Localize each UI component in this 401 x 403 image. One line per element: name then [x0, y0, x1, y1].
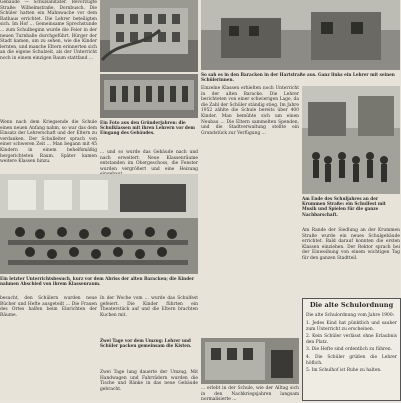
- caption-top-mid: So sah es in den Baracken in der Hartstraße aus. Ganz links ein Lehrer mit seinen Schülerinnen.: [201, 72, 395, 83]
- photo-barracks: [100, 74, 198, 118]
- article-column-top-left: [0, 0, 97, 118]
- article-text: Gebäude — Schulsanitäter. Bevorzugte Straße: Wilhelmstraße, Dornbusch. Die Schüler hatten ein Mahnwache vor dem Rathaus errichtet. Die Lehrer beteiligten sich. Im Hof ... Gemeinsame Sprechstunde ... zum Schulbeginn wurde die Feier in der neuen Turnhalle durchgeführt. Bürger der Stadt kamen, um zu sehen, wie die Kinder lernten, und manche Eltern erinnerten sich an die eigene Schulzeit, als der Unterricht noch in einem einzigen Raum stattfand ...: [0, 0, 97, 61]
- caption-classroom: Ein letzter Unterrichtsbesuch, kurz vor dem Abriss der alten Baracken; die Kinder nahmen Abschied von ihrem Klassenraum.: [0, 276, 195, 287]
- article-column-bottom-2: [100, 296, 198, 336]
- photo-top-building: [100, 0, 198, 72]
- article-column-right-2: [302, 228, 400, 296]
- inset-intro: Die alte Schulordnung vom Jahre 1900:: [306, 313, 395, 318]
- article-column-bottom-1: [0, 296, 97, 400]
- inset-headline: Die alte Schulordnung: [309, 301, 394, 309]
- inset-rule: 5. Im Schulhof ist Ruhe zu halten.: [306, 368, 382, 374]
- caption-right: Am Ende des Schuljahres an der Krummen Straße: ein Schulfest mit Musik und Spielen für die ganze Nachbarschaft.: [302, 196, 386, 217]
- photo-right-group: [302, 86, 400, 194]
- inset-rule: 1. Jedes Kind hat pünktlich und sauber zum Unterricht zu erscheinen.: [306, 321, 397, 332]
- article-column-left-2: [0, 120, 97, 172]
- building-photo: [100, 0, 198, 72]
- inset-rule: 3. Die Hefte sind ordentlich zu führen.: [306, 347, 392, 353]
- inset-box-schulordnung: [302, 298, 401, 401]
- caption-mid-left: Ein Foto aus den Gründerjahren: die Schulklassen mit ihren Lehrern vor dem Eingang des Gebäudes.: [100, 120, 195, 136]
- article-text: In der Woche vom ... wurde das Schulfest gefeiert. Die Kinder führten ein Theaterstück auf und die Eltern brachten Kuchen mit.: [100, 296, 198, 318]
- article-column-bottom-3: [100, 370, 198, 400]
- article-text: ... erlebt in der Schule, wie der Alltag sich in den Nachkriegsjahren langsam normalisierte ...: [201, 386, 299, 403]
- article-text: ... und so wurde das Gebäude nach und nach erweitert. Neue Klassenräume entstanden im Obergeschoss, die Fenster wurden vergrößert und eine Heizung: [100, 150, 198, 172]
- photo-classroom: [0, 174, 198, 274]
- article-column-bottom-right: [201, 386, 299, 403]
- article-text: besucht, den Schülern wurden neue Bücher und Hefte ausgeteilt ... Die Frauen des Ortes halfen beim Einrichten der Räume.: [0, 296, 97, 318]
- article-column-mid: [100, 150, 198, 172]
- caption-bottom-mid: Zwei Tage vor dem Umzug: Lehrer und Schüler packen gemeinsam die Kisten.: [100, 338, 192, 349]
- photo-top-right-street: [201, 0, 400, 70]
- inset-rules: [306, 321, 397, 397]
- article-text: Einzelne Klassen erhielten noch Unterricht in der alten Baracke. Die Lehrer berichteten von einer schwierigen Lage, da die Zahl der Schüler ständig stieg. Im Jahre 1952 zählte die Schule bereits über 400 Kinder. Man bemühte sich um einen Neubau ... Die Eltern sammelten Spenden, und die Stadtverwaltung stellte ein Grundstück zur Verfügung ...: [201, 86, 299, 136]
- article-text: Wenn nach dem Kriegsende die Schule einen neuen Anfang nahm, so war das dem Einsatz der Lehrerschaft und der Eltern zu verdanken. Der Schulleiter sprach von einer schweren Zeit ... Man begann mit 45 Kindern in einem behelfsmäßig hergerichteten Raum. Später kamen weitere Klassen hinzu.: [0, 120, 97, 165]
- article-column-right-1: [201, 86, 299, 336]
- inset-rules-list: [306, 321, 397, 374]
- inset-rule: 2. Kein Schüler verlässt ohne Erlaubnis den Platz.: [306, 334, 397, 345]
- article-text: Am Rande der Siedlung an der Krummen Straße wurde ein neues Schulgebäude errichtet. Bald darauf konnten die ersten Klassen einziehen. Der Rektor sprach bei der Einweihung von einem wichtigen Tag für den ganzen Stadtteil.: [302, 228, 400, 261]
- inset-rule: 4. Die Schüler grüßen die Lehrer höflich.: [306, 354, 397, 366]
- photo-bottom-mid: [201, 338, 299, 384]
- article-text: Zwei Tage lang dauerte der Umzug. Mit Handwagen und Fahrrädern wurden die Tische und Bänke in das neue Gebäude gebracht.: [100, 370, 198, 392]
